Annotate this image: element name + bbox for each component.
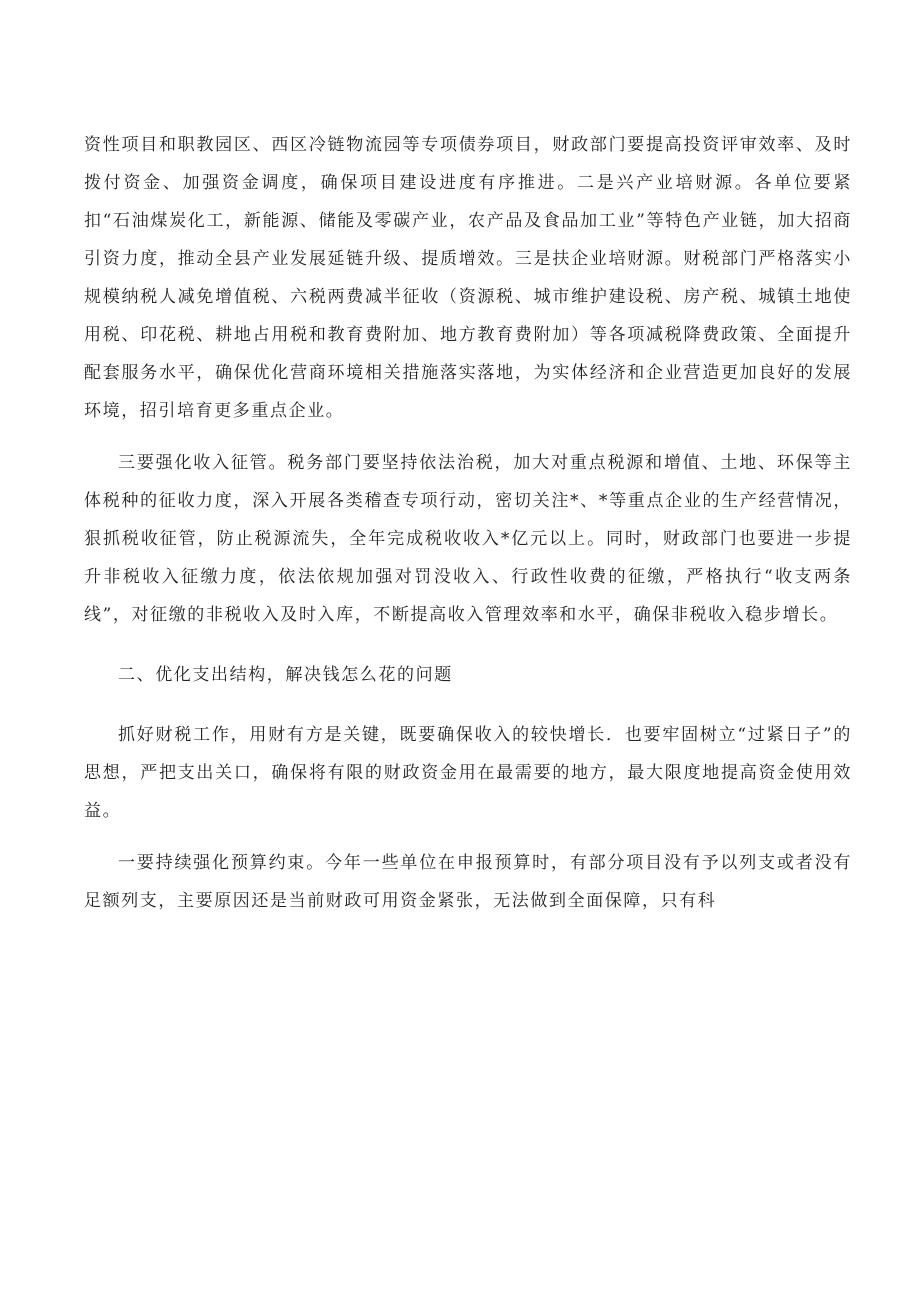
section-heading-expenditure: 二、优化支出结构，解决钱怎么花的问题 <box>118 665 453 685</box>
paragraph-expenditure-intro: 抓好财税工作，用财有方是关键，既要确保收入的较快增长．也要牢固树立“过紧日子”的思想，严把支出关口，确保将有限的财政资金用在最需要的地方，最大限度地提高资金使用效益。 <box>84 725 852 821</box>
paragraph-revenue-collection: 三要强化收入征管。税务部门要坚持依法治税，加大对重点税源和增值、土地、环保等主体税种的征收力度，深入开展各类稽查专项行动，密切关注*、*等重点企业的生产经营情况，狠抓税收征管，防止税源流失，全年完成税收收入*亿元以上。同时，财政部门也要进一步提升非税收入征缴力度，依法依规加强对罚没收入、行政性收费的征缴，严格执行“收支两条线”，对征缴的非税收入及时入库，不断提高收入管理效率和水平，确保非税收入稳步增长。 <box>84 453 852 625</box>
paragraph-budget-constraint: 一要持续强化预算约束。今年一些单位在申报预算时，有部分项目没有予以列支或者没有足额列支，主要原因还是当前财政可用资金紧张，无法做到全面保障，只有科 <box>84 853 852 911</box>
document-body <box>84 126 852 920</box>
paragraph-continued-industry-enterprise: 资性项目和职教园区、西区冷链物流园等专项债券项目，财政部门要提高投资评审效率、及时拨付资金、加强资金调度，确保项目建设进度有序推进。二是兴产业培财源。各单位要紧扣“石油煤炭化工，新能源、储能及零碳产业，农产品及食品加工业”等特色产业链，加大招商引资力度，推动全县产业发展延链升级、提质增效。三是扶企业培财源。财税部门严格落实小规模纳税人减免增值税、六税两费减半征收（资源税、城市维护建设税、房产税、城镇土地使用税、印花税、耕地占用税和教育费附加、地方教育费附加）等各项减税降费政策、全面提升配套服务水平，确保优化营商环境相关措施落实落地，为实体经济和企业营造更加良好的发展环境，招引培育更多重点企业。 <box>84 135 852 421</box>
